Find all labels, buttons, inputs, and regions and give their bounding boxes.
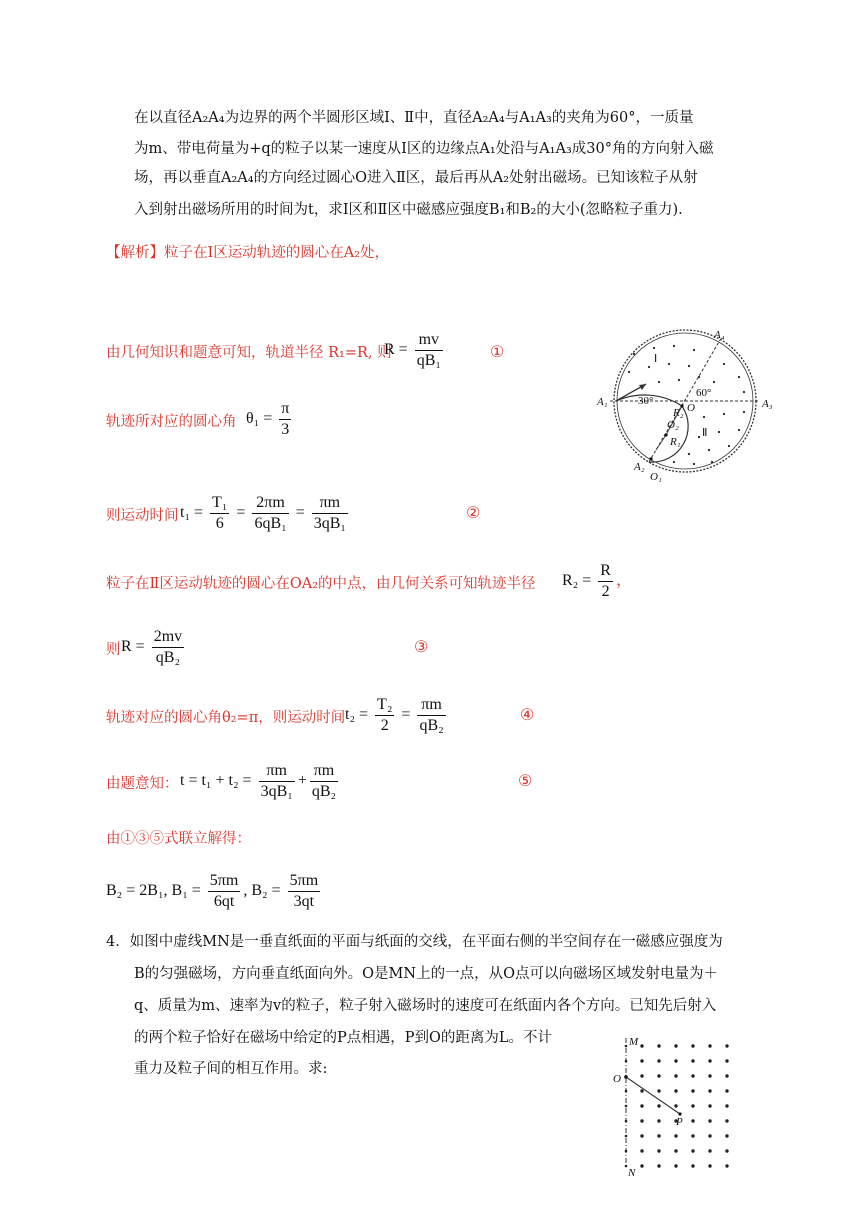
step7-mark: ⑤: [518, 771, 533, 790]
field-dot: [640, 1089, 643, 1092]
field-dot: [657, 1104, 660, 1107]
label-n: N: [628, 1167, 636, 1178]
field-dot: [691, 1104, 694, 1107]
problem3-line3: 场，再以垂直A₂A₄的方向经过圆心O进入Ⅱ区，最后再从A₂处射出磁场。已知该粒子从射: [134, 170, 698, 186]
field-dot: [640, 1134, 643, 1137]
step8-text: 由①③⑤式联立解得：: [106, 831, 251, 847]
label-p: P: [676, 1116, 683, 1128]
problem3-line1: 在以直径A₂A₄为边界的两个半圆形区域Ⅰ、Ⅱ中，直径A₂A₄与A₁A₃的夹角为60°，一质量: [134, 110, 694, 126]
field-dot: [708, 1044, 711, 1047]
field-dot: [725, 1104, 728, 1107]
label-angle-60: 60°: [696, 387, 712, 399]
step1-fraction: $\frac{mv}{\text{qB₁}}$: [416, 331, 441, 369]
step5-equation: R = $\frac{2mv}{\text{qB₂}}$: [121, 628, 183, 666]
problem4-line2: B的匀强磁场，方向垂直纸面向外。O是MN上的一点，从O点可以向磁场区域发射电量为＋: [134, 966, 718, 982]
step1-mark: ①: [490, 342, 505, 361]
field-dot: [657, 1044, 660, 1047]
field-dot: [657, 1149, 660, 1152]
field-dot: [725, 1044, 728, 1047]
field-dot: [708, 1149, 711, 1152]
field-dot: [625, 1135, 628, 1138]
step2-equation: θ₁ = $\frac{\pi}{3}$: [246, 400, 290, 438]
field-dot: [640, 1164, 643, 1167]
solution-intro-line: [106, 241, 389, 266]
label-r2: R₂: [673, 407, 684, 419]
field-dot: [640, 1104, 643, 1107]
field-dot: [640, 1149, 643, 1152]
field-dot: [725, 1119, 728, 1122]
field-dot: [625, 1075, 628, 1078]
field-dot: [657, 1059, 660, 1062]
field-dot: [625, 1060, 628, 1063]
step5-text: 则: [106, 642, 121, 658]
step6-equation: t₂ = $\frac{\text{T₂}}{2}$ = $\frac{\pi m}{\text{qB₂}}$: [345, 696, 444, 734]
label-a3: A₃: [762, 398, 773, 410]
step3-equation: t₁ = $\frac{\text{T₁}}{6}$ = $\frac{2\pi m}{\text{6qB₁}}$ = $\frac{\pi m}{\text{3qB₁}}$: [180, 494, 346, 532]
field-dot: [657, 1119, 660, 1122]
label-m: M: [629, 1036, 639, 1048]
field-dot: [657, 1089, 660, 1092]
label-region-ii: Ⅱ: [702, 427, 708, 439]
solution-label: 【解析】: [106, 245, 164, 261]
field-dots-grid: [625, 1044, 729, 1167]
label-a1: A₁: [597, 396, 608, 408]
field-dot: [691, 1074, 694, 1077]
label-a4: A₄: [714, 329, 725, 341]
field-dot: [625, 1120, 628, 1123]
field-dot: [725, 1134, 728, 1137]
label-angle-30: 30°: [638, 395, 654, 407]
final-equation: B₂ = 2B₁, B₁ = $\frac{5\pi m}{6qt}$ , B₂ = $\frac{5\pi m}{3qt}$: [106, 872, 319, 910]
step2-fraction: $\frac{\pi}{3}$: [281, 400, 290, 438]
field-dot: [657, 1134, 660, 1137]
field-dot: [674, 1164, 677, 1167]
field-dot: [674, 1134, 677, 1137]
field-dot: [725, 1164, 728, 1167]
field-dot: [691, 1044, 694, 1047]
label-region-i: Ⅰ: [654, 353, 658, 365]
field-dot: [674, 1149, 677, 1152]
field-dot: [708, 1104, 711, 1107]
field-dot: [625, 1165, 628, 1168]
field-dot: [708, 1089, 711, 1092]
problem4-line5: 重力及粒子间的相互作用。求:: [134, 1061, 328, 1077]
field-dot: [625, 1090, 628, 1093]
field-dot: [657, 1074, 660, 1077]
problem4-line4: 的两个粒子恰好在磁场中给定的P点相遇，P到O的距离为L。不计: [134, 1030, 553, 1046]
step7-text: 由题意知：: [106, 776, 179, 792]
step3-mark: ②: [466, 503, 481, 522]
field-dot: [640, 1059, 643, 1062]
field-dot: [691, 1134, 694, 1137]
step4-equation: R₂ = $\frac{R}{2}$ ，: [562, 562, 632, 600]
step7-equation: t = t₁ + t₂ = $\frac{\pi m}{\text{3qB₁}}$ + $\frac{\pi m}{\text{qB₂}}$: [180, 762, 337, 800]
field-dot: [640, 1044, 643, 1047]
problem3-line4: 入到射出磁场所用的时间为t，求Ⅰ区和Ⅱ区中磁感应强度B₁和B₂的大小(忽略粒子重力).: [134, 202, 683, 218]
label-o: O: [613, 1073, 621, 1085]
field-dot: [674, 1059, 677, 1062]
field-dot: [674, 1074, 677, 1077]
field-dot: [674, 1104, 677, 1107]
problem4-line3: q、质量为m、速率为v的粒子，粒子射入磁场时的速度可在纸面内各个方向。已知先后射入: [134, 998, 717, 1014]
field-dot: [708, 1074, 711, 1077]
field-dot: [725, 1059, 728, 1062]
field-dot: [625, 1105, 628, 1108]
field-dot: [708, 1134, 711, 1137]
field-dot: [640, 1119, 643, 1122]
step6-mark: ④: [520, 705, 535, 724]
field-dot: [691, 1119, 694, 1122]
field-dot: [674, 1089, 677, 1092]
label-r1: R₁: [670, 436, 681, 448]
field-dot: [691, 1149, 694, 1152]
field-dot: [691, 1059, 694, 1062]
step3-text: 则运动时间: [106, 508, 179, 524]
label-o2: O₂: [667, 419, 679, 431]
field-dot: [708, 1059, 711, 1062]
field-dot: [725, 1149, 728, 1152]
field-dot: [708, 1119, 711, 1122]
field-dot: [625, 1045, 628, 1048]
step5-mark: ③: [414, 637, 429, 656]
field-dot: [691, 1089, 694, 1092]
field-dot: [691, 1164, 694, 1167]
step1-text: 由几何知识和题意可知，轨道半径 R₁=R, 则: [106, 345, 392, 361]
step1-equation: R = $\frac{mv}{\text{qB₁}}$: [384, 331, 441, 369]
field-dot: [640, 1074, 643, 1077]
label-a2: A₂: [634, 461, 645, 473]
solution-intro: 粒子在Ⅰ区运动轨迹的圆心在A₂处，: [164, 245, 390, 261]
field-dot: [657, 1164, 660, 1167]
label-o: O: [687, 402, 695, 414]
field-dot: [674, 1044, 677, 1047]
field-dot: [725, 1089, 728, 1092]
magnetic-field-circle-diagram: [594, 322, 774, 487]
label-o1: O₁: [650, 471, 662, 483]
field-dot: [625, 1150, 628, 1153]
step4-text: 粒子在Ⅱ区运动轨迹的圆心在OA₂的中点，由几何关系可知轨迹半径: [106, 576, 536, 592]
field-dot: [708, 1164, 711, 1167]
step6-text: 轨迹对应的圆心角θ₂=π，则运动时间: [106, 710, 346, 726]
step2-text: 轨迹所对应的圆心角: [106, 414, 237, 430]
field-dot: [725, 1074, 728, 1077]
problem3-line2: 为m、带电荷量为+q的粒子以某一速度从Ⅰ区的边缘点A₁处沿与A₁A₃成30°角的方向射入磁: [134, 141, 714, 157]
problem4-line1: 4．如图中虚线MN是一垂直纸面的平面与纸面的交线，在平面右侧的半空间存在一磁感应强度为: [106, 934, 723, 950]
mn-field-diagram: [610, 1032, 735, 1178]
